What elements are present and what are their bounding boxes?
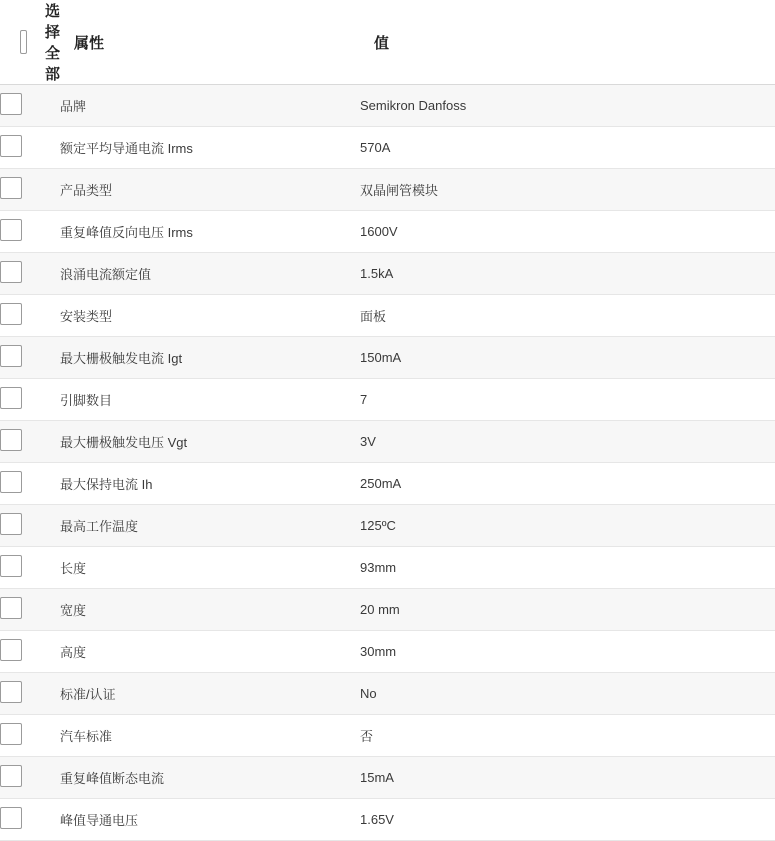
- attribute-cell: 最大栅极触发电流 Igt: [60, 337, 360, 379]
- select-all-checkbox[interactable]: [20, 30, 27, 54]
- attribute-cell: 最大保持电流 Ih: [60, 463, 360, 505]
- row-checkbox[interactable]: [0, 261, 22, 283]
- attribute-cell: 宽度: [60, 589, 360, 631]
- row-checkbox-cell: [0, 253, 60, 295]
- value-column-header: [360, 0, 775, 85]
- attribute-cell: 品牌: [60, 85, 360, 127]
- table-row: [0, 85, 775, 127]
- select-all-header-cell: [0, 0, 60, 85]
- attribute-cell: 标准/认证: [60, 673, 360, 715]
- value-cell: 1.65V: [360, 799, 775, 841]
- table-row: [0, 715, 775, 757]
- value-cell: 1.5kA: [360, 253, 775, 295]
- attribute-cell: 浪涌电流额定值: [60, 253, 360, 295]
- row-checkbox[interactable]: [0, 723, 22, 745]
- attribute-cell: 重复峰值反向电压 Irms: [60, 211, 360, 253]
- attribute-cell: 重复峰值断态电流: [60, 757, 360, 799]
- attribute-cell: 高度: [60, 631, 360, 673]
- table-row: [0, 547, 775, 589]
- value-cell: 30mm: [360, 631, 775, 673]
- row-checkbox-cell: [0, 673, 60, 715]
- select-all-label: 选择全部: [44, 3, 60, 83]
- value-column-header-label: 值: [374, 34, 390, 52]
- row-checkbox[interactable]: [0, 765, 22, 787]
- table-row: [0, 631, 775, 673]
- row-checkbox-cell: [0, 127, 60, 169]
- row-checkbox-cell: [0, 547, 60, 589]
- table-row: [0, 169, 775, 211]
- row-checkbox-cell: [0, 799, 60, 841]
- table-row: [0, 253, 775, 295]
- attribute-cell: 最大栅极触发电压 Vgt: [60, 421, 360, 463]
- attribute-cell: 产品类型: [60, 169, 360, 211]
- value-cell: 1600V: [360, 211, 775, 253]
- row-checkbox-cell: [0, 757, 60, 799]
- row-checkbox-cell: [0, 715, 60, 757]
- row-checkbox-cell: [0, 379, 60, 421]
- value-cell: 150mA: [360, 337, 775, 379]
- value-cell: 面板: [360, 295, 775, 337]
- row-checkbox-cell: [0, 421, 60, 463]
- row-checkbox[interactable]: [0, 345, 22, 367]
- row-checkbox[interactable]: [0, 219, 22, 241]
- row-checkbox[interactable]: [0, 429, 22, 451]
- row-checkbox[interactable]: [0, 639, 22, 661]
- table-header: [0, 0, 775, 85]
- row-checkbox-cell: [0, 85, 60, 127]
- table-row: [0, 421, 775, 463]
- table-row: [0, 505, 775, 547]
- value-cell: 15mA: [360, 757, 775, 799]
- row-checkbox[interactable]: [0, 513, 22, 535]
- row-checkbox-cell: [0, 337, 60, 379]
- value-cell: 125ºC: [360, 505, 775, 547]
- row-checkbox[interactable]: [0, 555, 22, 577]
- row-checkbox[interactable]: [0, 135, 22, 157]
- attribute-cell: 额定平均导通电流 Irms: [60, 127, 360, 169]
- value-cell: Semikron Danfoss: [360, 85, 775, 127]
- table-header-row: [0, 0, 775, 85]
- attribute-cell: 安装类型: [60, 295, 360, 337]
- value-cell: 3V: [360, 421, 775, 463]
- value-cell: 93mm: [360, 547, 775, 589]
- row-checkbox[interactable]: [0, 471, 22, 493]
- row-checkbox-cell: [0, 505, 60, 547]
- table-row: [0, 127, 775, 169]
- row-checkbox[interactable]: [0, 681, 22, 703]
- row-checkbox-cell: [0, 169, 60, 211]
- attribute-cell: 引脚数目: [60, 379, 360, 421]
- attribute-cell: 汽车标准: [60, 715, 360, 757]
- table-row: [0, 799, 775, 841]
- value-cell: 20 mm: [360, 589, 775, 631]
- table-row: [0, 211, 775, 253]
- row-checkbox-cell: [0, 211, 60, 253]
- table-body: [0, 85, 775, 841]
- table-row: [0, 295, 775, 337]
- row-checkbox[interactable]: [0, 93, 22, 115]
- table-row: [0, 337, 775, 379]
- row-checkbox-cell: [0, 463, 60, 505]
- value-cell: 570A: [360, 127, 775, 169]
- value-cell: 250mA: [360, 463, 775, 505]
- row-checkbox-cell: [0, 589, 60, 631]
- value-cell: 7: [360, 379, 775, 421]
- row-checkbox[interactable]: [0, 177, 22, 199]
- attribute-cell: 最高工作温度: [60, 505, 360, 547]
- row-checkbox[interactable]: [0, 303, 22, 325]
- row-checkbox-cell: [0, 631, 60, 673]
- row-checkbox[interactable]: [0, 597, 22, 619]
- attribute-cell: 长度: [60, 547, 360, 589]
- table-row: [0, 379, 775, 421]
- attribute-column-header: [60, 0, 360, 85]
- row-checkbox-cell: [0, 295, 60, 337]
- value-cell: 双晶闸管模块: [360, 169, 775, 211]
- attribute-cell: 峰值导通电压: [60, 799, 360, 841]
- table-row: [0, 463, 775, 505]
- value-cell: 否: [360, 715, 775, 757]
- table-row: [0, 757, 775, 799]
- value-cell: No: [360, 673, 775, 715]
- attribute-column-header-label: 属性: [74, 34, 105, 52]
- table-row: [0, 589, 775, 631]
- table-row: [0, 673, 775, 715]
- row-checkbox[interactable]: [0, 387, 22, 409]
- row-checkbox[interactable]: [0, 807, 22, 829]
